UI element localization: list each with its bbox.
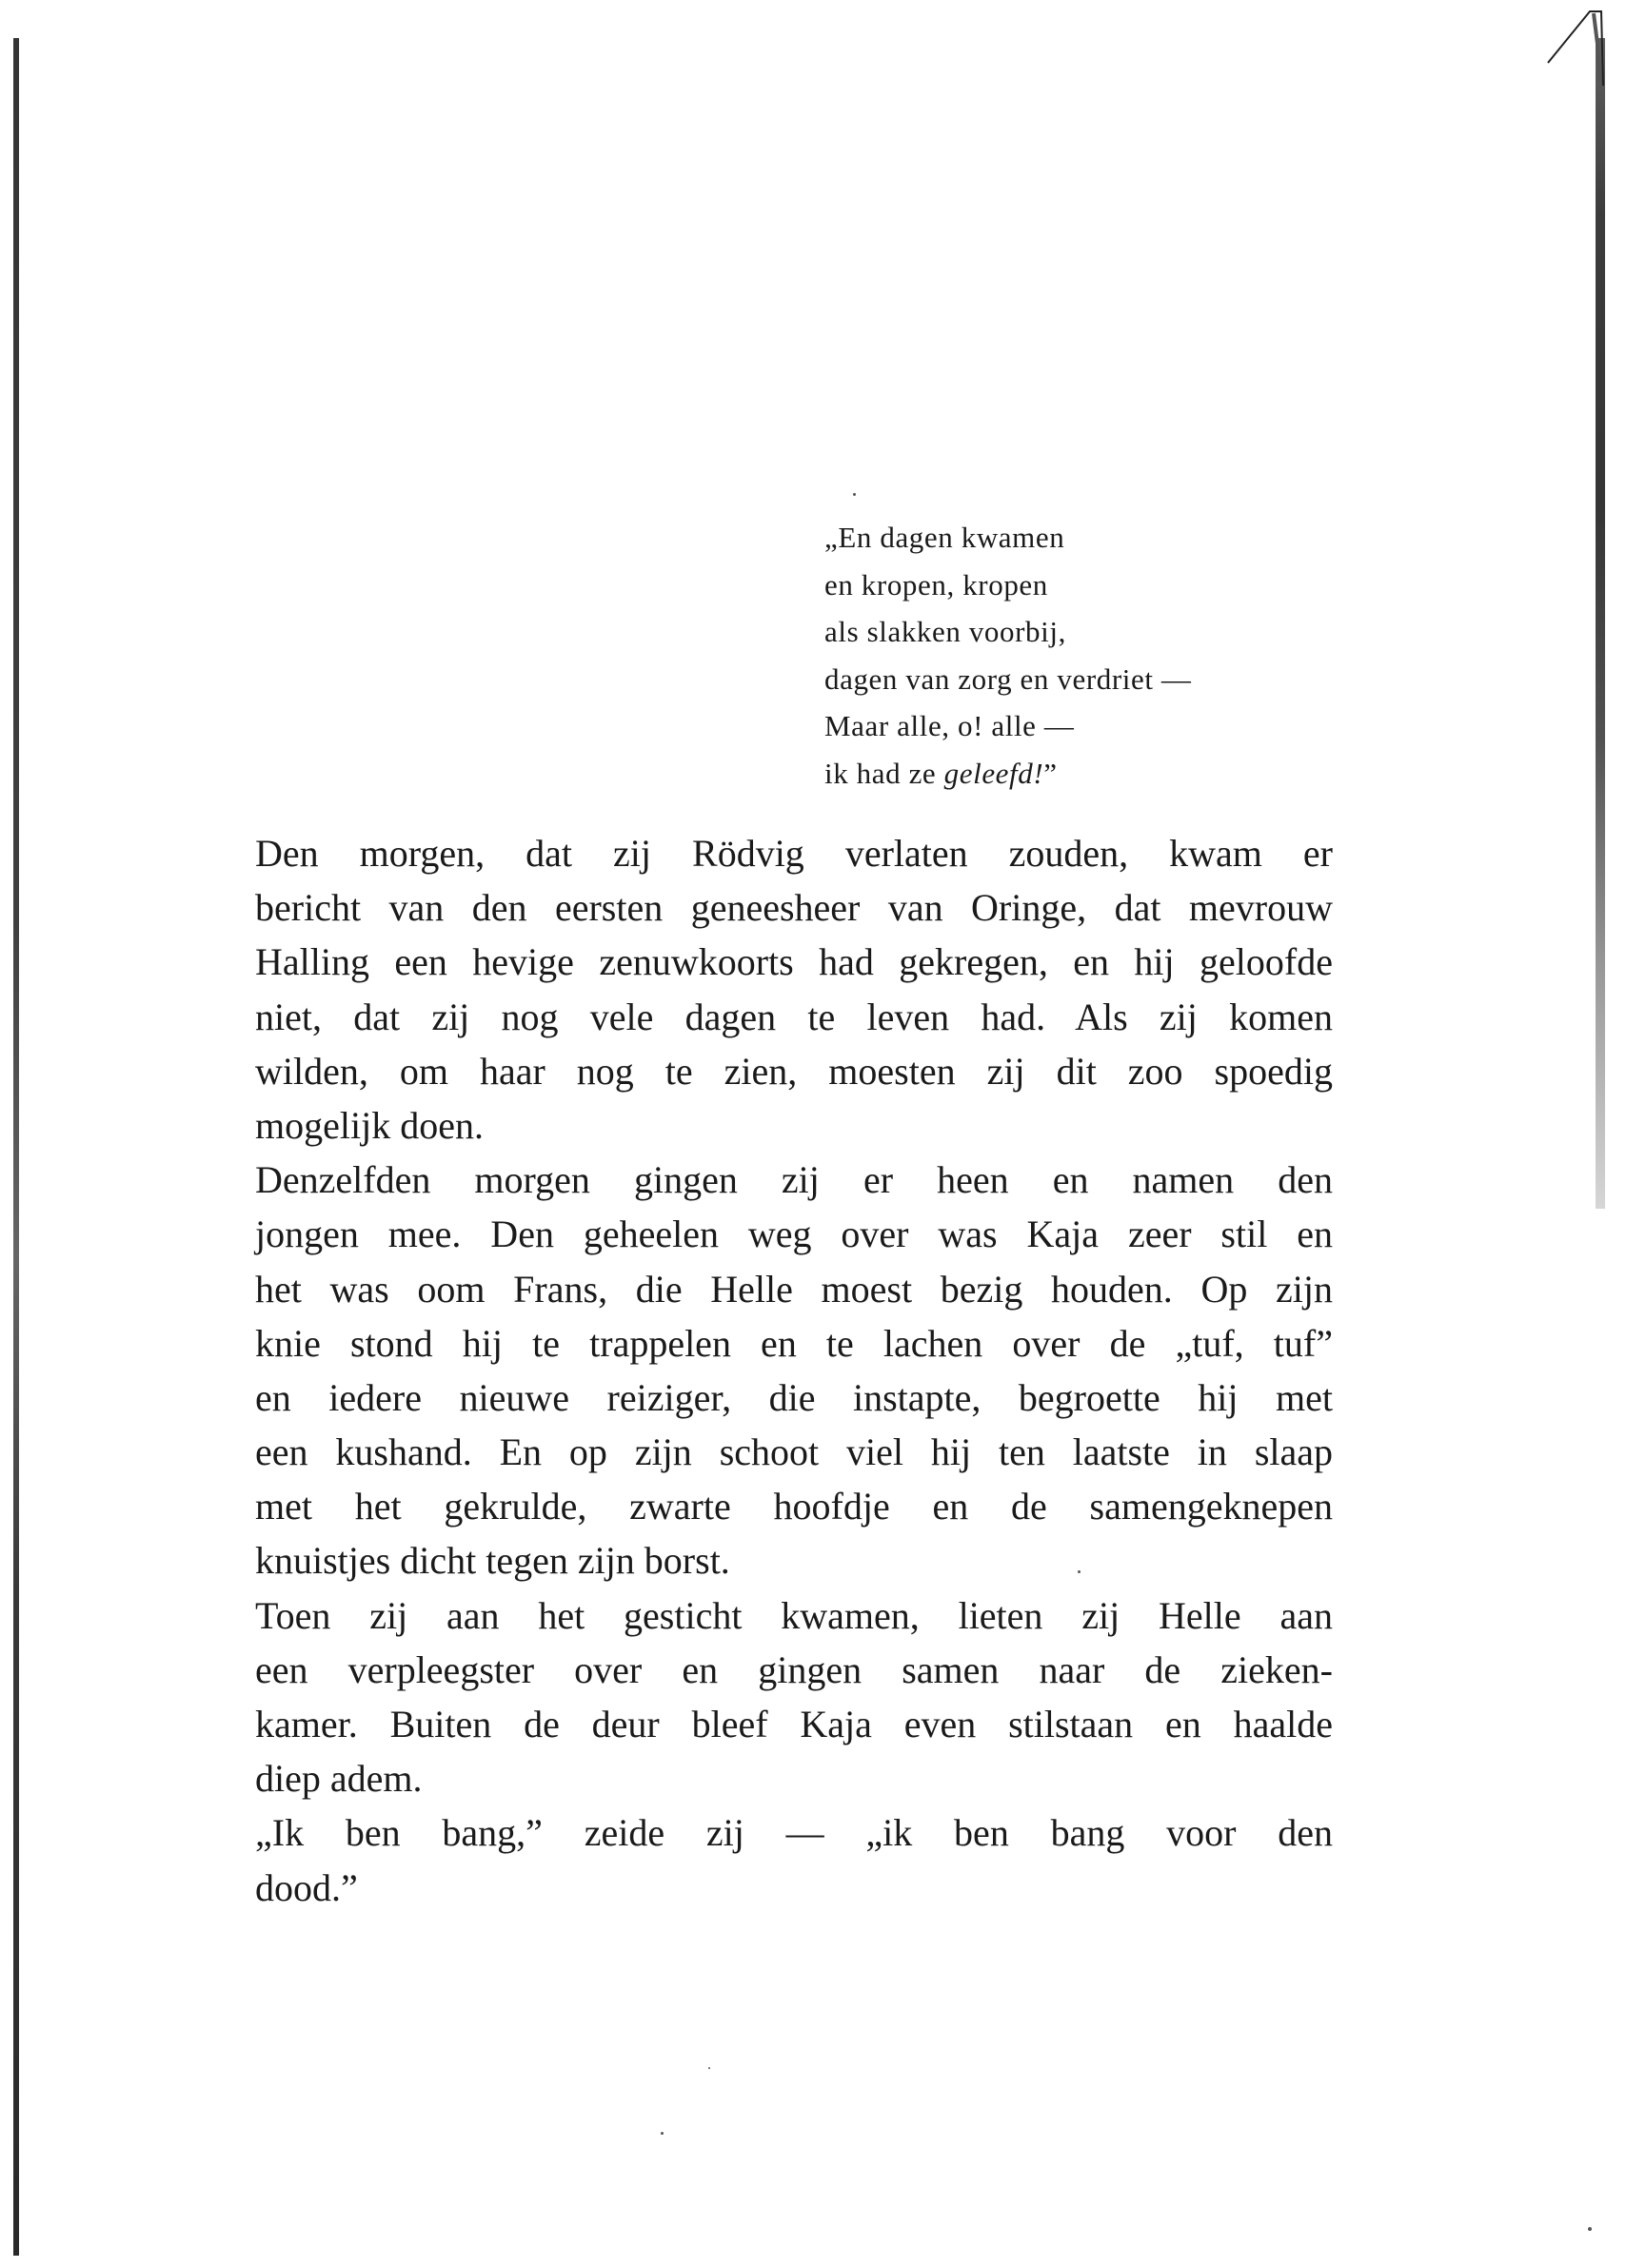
text-line: knuistjes dicht tegen zijn borst. — [255, 1539, 730, 1583]
text-line: wilden, om haar nog te zien, moesten zij dit zoo spoedig — [255, 1049, 1333, 1093]
epigraph-line: Maar alle, o! alle — — [824, 709, 1075, 742]
speck — [1588, 2227, 1592, 2231]
text-line: mogelijk doen. — [255, 1103, 484, 1147]
paragraph-4 — [255, 1805, 1333, 1914]
paragraph-2 — [255, 1153, 1333, 1588]
text-line: een verpleegster over en gingen samen naar de zieken- — [255, 1647, 1333, 1691]
text-line: diep adem. — [255, 1757, 423, 1801]
epigraph-poem — [824, 514, 1358, 797]
epigraph-line: als slakken voorbij, — [824, 615, 1066, 648]
text-line: het was oom Frans, die Helle moest bezig houden. Op zijn — [255, 1267, 1333, 1311]
epigraph-last-line — [824, 750, 1358, 798]
epigraph-line: „En dagen kwamen — [824, 521, 1065, 554]
text-line: niet, dat zij nog vele dagen te leven had. Als zij komen — [255, 995, 1333, 1038]
speck — [1078, 1570, 1081, 1573]
speck — [853, 493, 856, 496]
text-line: en iedere nieuwe reiziger, die instapte, begroette hij met — [255, 1375, 1333, 1419]
text-line: Denzelfden morgen gingen zij er heen en namen den — [255, 1158, 1333, 1202]
text-line: „Ik ben bang,” zeide zij — „ik ben bang voor den — [255, 1811, 1333, 1855]
text-line: Den morgen, dat zij Rödvig verlaten zouden, kwam er — [255, 832, 1333, 875]
text-line: een kushand. En op zijn schoot viel hij ten laatste in slaap — [255, 1430, 1333, 1474]
text-line: Halling een hevige zenuwkoorts had gekregen, en hij geloofde — [255, 940, 1333, 984]
epigraph-line: dagen van zorg en verdriet — — [824, 661, 1192, 696]
speck — [708, 2067, 710, 2069]
text-line: kamer. Buiten de deur bleef Kaja even stilstaan en haalde — [255, 1703, 1333, 1745]
epigraph-last-suffix: ” — [1043, 756, 1058, 790]
text-line: bericht van den eersten geneesheer van Oringe, dat mevrouw — [255, 886, 1333, 930]
text-line: met het gekrulde, zwarte hoofdje en de samengeknepen — [255, 1485, 1333, 1528]
text-line: jongen mee. Den geheelen weg over was Kaja zeer stil en — [255, 1213, 1333, 1256]
text-line: Toen zij aan het gesticht kwamen, lieten zij Helle aan — [255, 1593, 1333, 1637]
text-line: knie stond hij te trappelen en te lachen over de „tuf, tuf” — [255, 1321, 1333, 1365]
scan-corner-mark — [1540, 6, 1607, 91]
scan-edge-left — [13, 38, 19, 2256]
epigraph-line: en kropen, kropen — [824, 567, 1048, 602]
body-text — [255, 826, 1333, 1915]
scan-edge-right — [1596, 38, 1605, 1209]
epigraph-last-prefix: ik had ze — [824, 756, 944, 790]
epigraph-emphasis: geleefd! — [943, 756, 1044, 790]
text-line: dood.” — [255, 1865, 358, 1909]
paragraph-3 — [255, 1588, 1333, 1806]
speck — [661, 2132, 664, 2135]
paragraph-1 — [255, 826, 1333, 1153]
